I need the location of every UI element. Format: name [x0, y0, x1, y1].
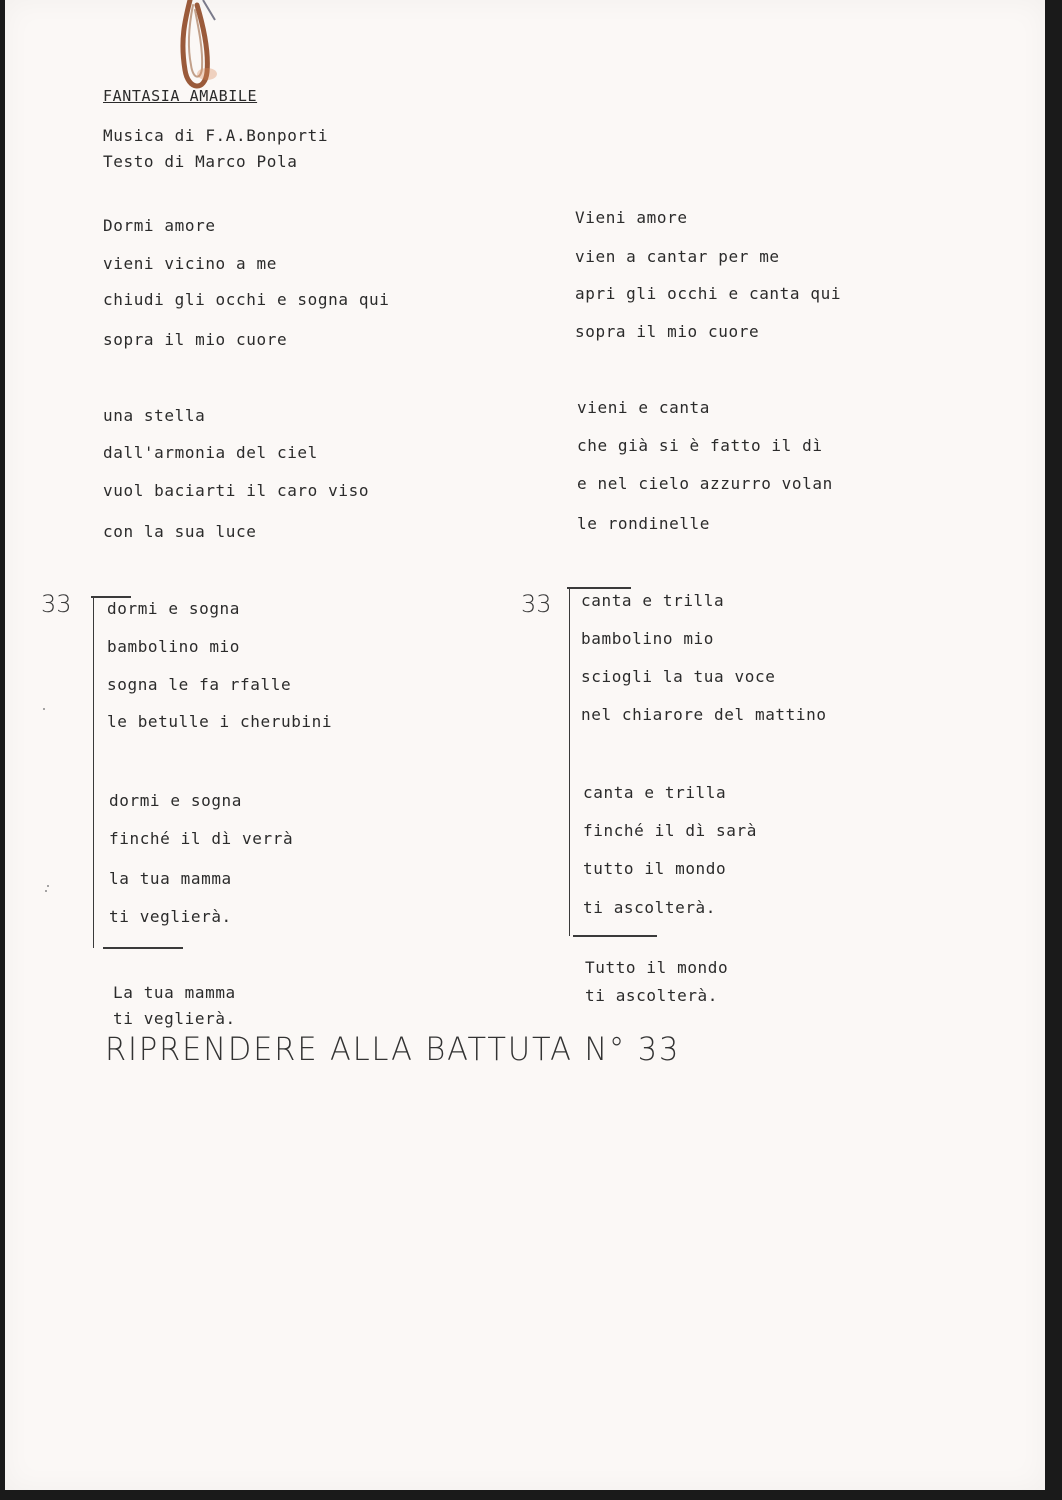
- lyric-line: vieni e canta: [577, 398, 711, 417]
- lyric-line: Tutto il mondo: [585, 958, 729, 977]
- lyric-line: dormi e sogna: [109, 791, 243, 810]
- lyric-line: canta e trilla: [583, 783, 727, 802]
- bracket-bottom-left: [103, 947, 183, 949]
- lyric-line: le rondinelle: [577, 514, 711, 533]
- document-page: [5, 0, 1045, 1490]
- bracket-bottom-right: [573, 935, 657, 937]
- lyric-line: dall'armonia del ciel: [103, 443, 318, 462]
- lyric-line: vieni vicino a me: [103, 254, 277, 273]
- lyric-line: apri gli occhi e canta qui: [575, 284, 842, 303]
- bar-number-left: 33: [41, 590, 72, 618]
- lyric-line: Vieni amore: [575, 208, 688, 227]
- lyric-line: che già si è fatto il dì: [577, 436, 823, 455]
- lyric-line: La tua mamma: [113, 983, 236, 1002]
- document-title: FANTASIA AMABILE: [103, 87, 258, 105]
- paper-speck: [43, 708, 45, 710]
- lyric-line: finché il dì verrà: [109, 829, 294, 848]
- music-credit: Musica di F.A.Bonporti: [103, 126, 329, 145]
- lyric-line: chiudi gli occhi e sogna qui: [103, 290, 390, 309]
- text-credit: Testo di Marco Pola: [103, 152, 298, 171]
- lyric-line: bambolino mio: [581, 629, 715, 648]
- lyric-line: tutto il mondo: [583, 859, 727, 878]
- lyric-line: sciogli la tua voce: [581, 667, 776, 686]
- paper-speck: [47, 885, 49, 887]
- lyric-line: ti ascolterà.: [585, 986, 719, 1005]
- paper-speck: [45, 890, 47, 892]
- bracket-top-right: [567, 587, 631, 589]
- lyric-line: la tua mamma: [109, 869, 232, 888]
- lyric-line: sopra il mio cuore: [575, 322, 760, 341]
- lyric-line: sogna le fa rfalle: [107, 675, 292, 694]
- lyric-line: Dormi amore: [103, 216, 216, 235]
- lyric-line: canta e trilla: [581, 591, 725, 610]
- bracket-left: [93, 596, 94, 948]
- lyric-line: e nel cielo azzurro volan: [577, 474, 833, 493]
- lyric-line: bambolino mio: [107, 637, 241, 656]
- lyric-line: vien a cantar per me: [575, 247, 780, 266]
- lyric-line: le betulle i cherubini: [107, 712, 333, 731]
- bar-number-right: 33: [521, 590, 552, 618]
- lyric-line: ti veglierà.: [109, 907, 232, 926]
- lyric-line: ti veglierà.: [113, 1009, 236, 1028]
- lyric-line: sopra il mio cuore: [103, 330, 288, 349]
- handwritten-note: RIPRENDERE ALLA BATTUTA N° 33: [105, 1030, 681, 1068]
- lyric-line: nel chiarore del mattino: [581, 705, 827, 724]
- lyric-line: dormi e sogna: [107, 599, 241, 618]
- lyric-line: con la sua luce: [103, 522, 257, 541]
- lyric-line: vuol baciarti il caro viso: [103, 481, 370, 500]
- bracket-top-left: [91, 596, 131, 598]
- lyric-line: ti ascolterà.: [583, 898, 717, 917]
- bracket-right: [569, 588, 570, 936]
- lyric-line: finché il dì sarà: [583, 821, 757, 840]
- lyric-line: una stella: [103, 406, 206, 425]
